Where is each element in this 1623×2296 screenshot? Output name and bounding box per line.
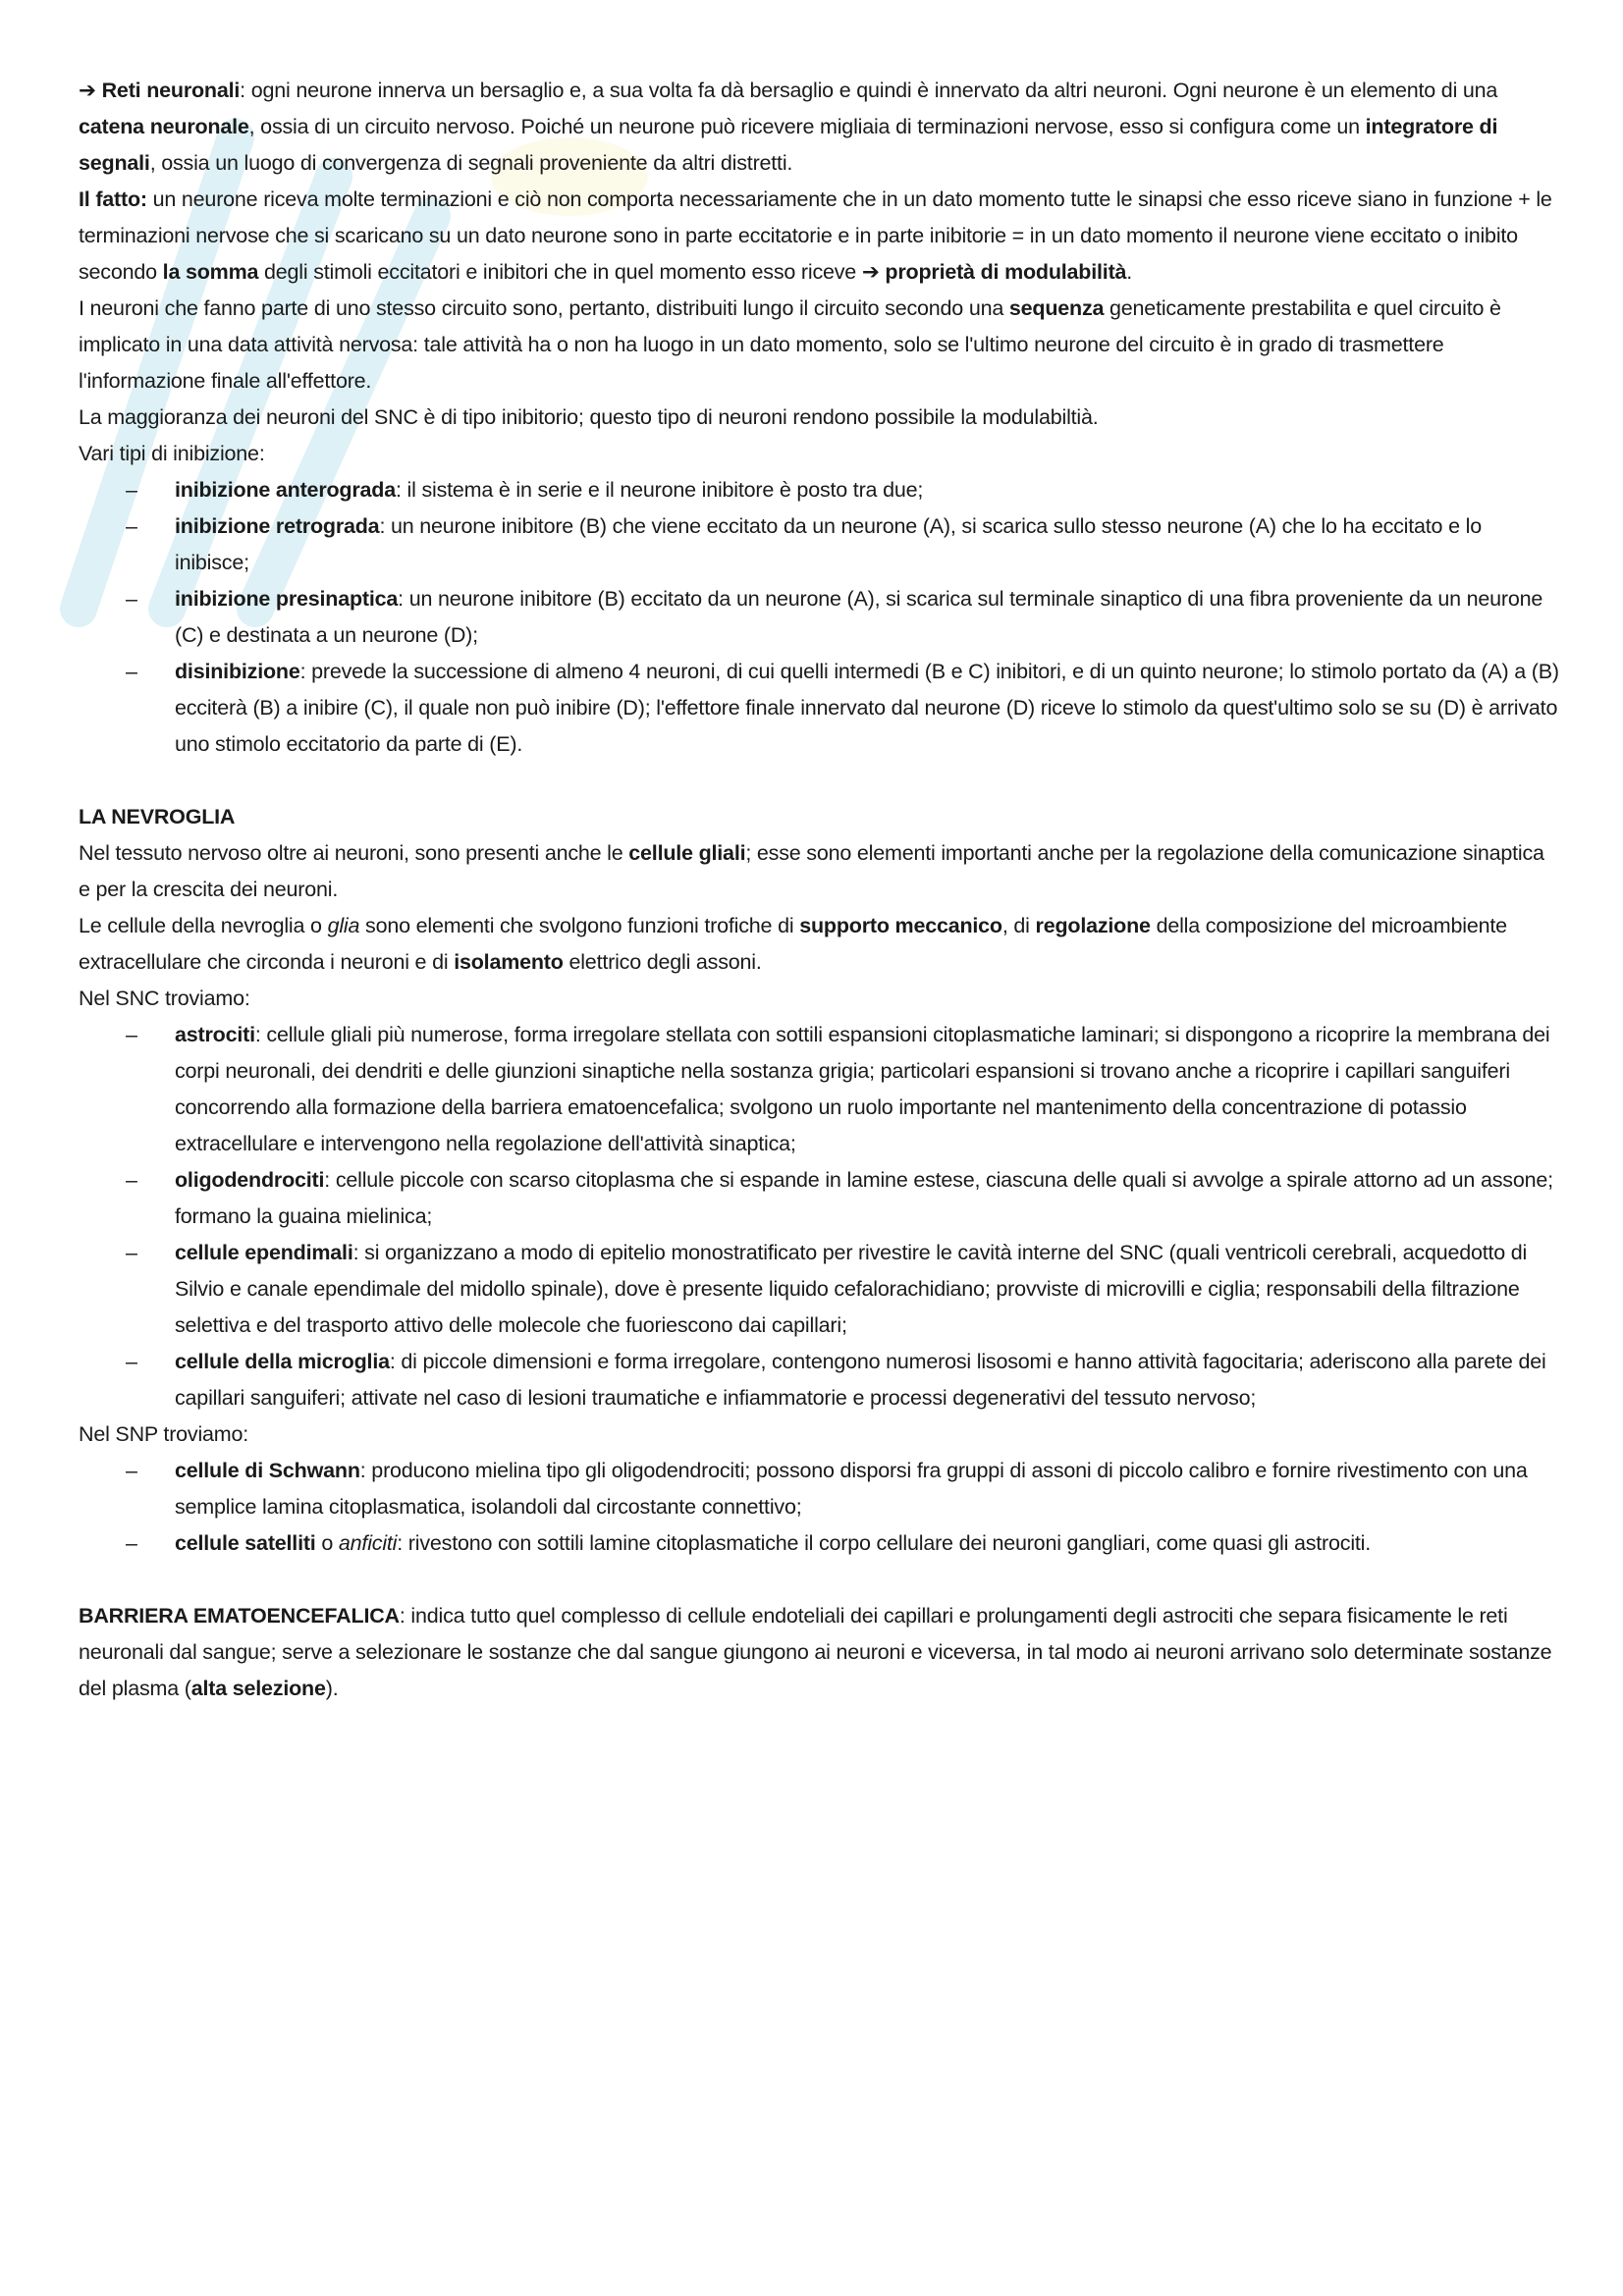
paragraph-vari-tipi: Vari tipi di inibizione: [79,442,265,465]
arrow-icon: ➔ [79,79,96,102]
paragraph-reti-neuronali: ➔ Reti neuronali: ogni neurone innerva un bersaglio e, a sua volta fa dà bersaglio e quindi è innervato da altri neuroni. Ogni neurone è un elemento di una catena neuronale, ossia di un circuito nervoso. Poiché un neurone può ricevere migliaia di terminazioni nervose, esso si configura come un integratore di segnali, ossia un luogo di convergenza di segnali proveniente da altri distretti. [79,79,1498,175]
inhibition-list [79,472,1561,763]
paragraph-il-fatto: Il fatto: un neurone riceva molte terminazioni e ciò non comporta necessariamente che in un dato momento tutte le sinapsi che esso riceve siano in funzione + le terminazioni nervose che si scaricano su un dato neurone sono in parte eccitatorie e in parte inibitorie = in un dato momento il neurone viene eccitato o inibito secondo la somma degli stimoli eccitatori e inibitori che in quel momento esso riceve ➔ proprietà di modulabilità. [79,187,1552,284]
paragraph-glia: Le cellule della nevroglia o glia sono elementi che svolgono funzioni trofiche di supporto meccanico, di regolazione della composizione del microambiente extracellulare che circonda i neuroni e di isolamento elettrico degli assoni. [79,914,1507,974]
list-item: – inibizione presinaptica: un neurone inibitore (B) eccitato da un neurone (A), si scarica sul terminale sinaptico di una fibra proveniente da un neurone (C) e destinata a un neurone (D); [126,587,1543,647]
list-item: – cellule ependimali: si organizzano a modo di epitelio monostratificato per rivestire le cavità interne del SNC (quali ventricoli cerebrali, acquedotto di Silvio e canale ependimale del midollo spinale), dove è presente liquido cefalorachidiano; provviste di microvilli e ciglia; responsabili della filtrazione selettiva e del trasporto attivo delle molecole che fuoriescono dai capillari; [126,1241,1528,1337]
list-item: – disinibizione: prevede la successione di almeno 4 neuroni, di cui quelli intermedi (B e C) inibitori, e di un quinto neurone; lo stimolo portato da (A) a (B) ecciterà (B) a inibire (C), il quale non può inibire (D); l'effettore finale innervato dal neurone (D) riceve lo stimolo da quest'ultimo solo se su (D) è arrivato uno stimolo eccitatorio da parte di (E). [126,660,1559,756]
paragraph-barriera-ematoencefalica: BARRIERA EMATOENCEFALICA: indica tutto quel complesso di cellule endoteliali dei capillari e prolungamenti degli astrociti che separa fisicamente le reti neuronali dal sangue; serve a selezionare le sostanze che dal sangue giungono ai neuroni e viceversa, in tal modo ai neuroni arrivano solo determinate sostanze del plasma (alta selezione). [79,1604,1552,1700]
arrow-icon: ➔ [861,260,880,284]
list-item: – inibizione retrograda: un neurone inibitore (B) che viene eccitato da un neurone (A), si scarica sullo stesso neurone (A) che lo ha eccitato e lo inibisce; [126,514,1482,574]
list-item: – astrociti: cellule gliali più numerose, forma irregolare stellata con sottili espansioni citoplasmatiche laminari; si dispongono a ricoprire la membrana dei corpi neuronali, dei dendriti e delle giunzioni sinaptiche nella sostanza grigia; particolari espansioni si trovano anche a ricoprire i capillari sanguiferi concorrendo alla formazione della barriera ematoencefalica; svolgono un ruolo importante nel mantenimento della concentrazione di potassio extracellulare e intervengono nella regolazione dell'attività sinaptica; [126,1023,1550,1155]
list-item: – cellule della microglia: di piccole dimensioni e forma irregolare, contengono numerosi lisosomi e hanno attività fagocitaria; aderiscono alla parete dei capillari sanguiferi; attivate nel caso di lesioni traumatiche e infiammatorie e processi degenerativi del tessuto nervoso; [126,1350,1546,1410]
paragraph-cellule-gliali: Nel tessuto nervoso oltre ai neuroni, sono presenti anche le cellule gliali; esse sono elementi importanti anche per la regolazione della comunicazione sinaptica e per la crescita dei neuroni. [79,841,1544,901]
snp-label: Nel SNP troviamo: [79,1422,249,1446]
snc-list [79,1017,1561,1416]
list-item: – oligodendrociti: cellule piccole con scarso citoplasma che si espande in lamine estese, ciascuna delle quali si avvolge a spirale attorno ad un assone; formano la guaina mielinica; [126,1168,1553,1228]
list-item: – cellule di Schwann: producono mielina tipo gli oligodendrociti; possono disporsi fra gruppi di assoni di piccolo calibro e fornire rivestimento con una semplice lamina citoplasmatica, isolandoli dal circostante connettivo; [126,1459,1528,1519]
paragraph-maggioranza: La maggioranza dei neuroni del SNC è di tipo inibitorio; questo tipo di neuroni rendono possibile la modulabiltià. [79,405,1099,429]
document-page [79,73,1561,1707]
list-item: – inibizione anterograda: il sistema è in serie e il neurone inibitore è posto tra due; [126,478,924,502]
snp-list [79,1453,1561,1562]
paragraph-sequenza: I neuroni che fanno parte di uno stesso circuito sono, pertanto, distribuiti lungo il circuito secondo una sequenza geneticamente prestabilita e quel circuito è implicato in una data attività nervosa: tale attività ha o non ha luogo in un dato momento, solo se l'ultimo neurone del circuito è in grado di trasmettere l'informazione finale all'effettore. [79,296,1501,393]
section-heading-nevroglia: LA NEVROGLIA [79,805,236,828]
snc-label: Nel SNC troviamo: [79,987,250,1010]
list-item: – cellule satelliti o anficiti: rivestono con sottili lamine citoplasmatiche il corpo cellulare dei neuroni gangliari, come quasi gli astrociti. [126,1531,1372,1555]
